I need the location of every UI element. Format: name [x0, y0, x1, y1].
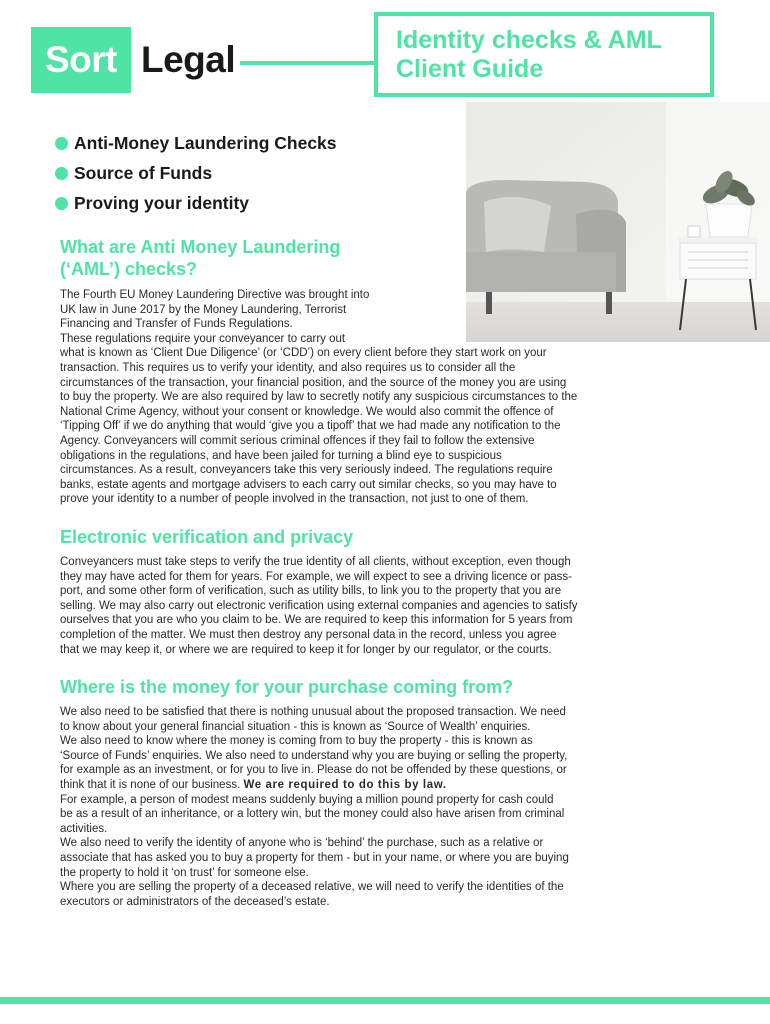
guide-title-box [374, 12, 714, 97]
text-line: The Fourth EU Money Laundering Directive was brought into [60, 289, 370, 301]
text-line: prove your identity to a number of people involved in the transaction, not just to one of them. [60, 493, 529, 506]
guide-title-line-1: Identity checks & AML [396, 26, 662, 54]
bullet-dot-icon [55, 197, 68, 210]
bullet-dot-icon [55, 137, 68, 150]
text-line: These regulations require your conveyancer to carry out [60, 332, 346, 345]
aml-heading-line-2: (‘AML’) checks? [60, 259, 198, 279]
aml-heading [60, 236, 340, 280]
list-item [55, 128, 337, 158]
text-line: what is known as ‘Client Due Diligence’ (or ‘CDD’) on every client before they start work on your [60, 347, 547, 360]
text-line: Agency. Conveyancers will commit serious criminal offences if they fail to follow the extensive [60, 434, 535, 447]
text-line: UK law in June 2017 by the Money Laundering, Terrorist [60, 303, 347, 316]
verification-paragraph [60, 555, 578, 657]
logo-connector-line [240, 61, 375, 65]
text-line: circumstances. As a result, conveyancers take this very seriously indeed. The regulations require [60, 464, 553, 477]
text-line: transaction. This requires us to verify your identity, and also requires us to consider all the [60, 361, 516, 374]
list-item-label: Proving your identity [74, 192, 250, 213]
text-line: to know about your general financial situation - this is known as ‘Source of Wealth’ enquiries. [60, 720, 531, 733]
text-line: selling. We may also carry out electronic verification using external companies and agencies to satisfy [60, 599, 578, 612]
text-line: to buy the property. We are also required by law to secretly notify any suspicious circumstances to the [60, 391, 578, 404]
text-line: Where you are selling the property of a deceased relative, we will need to verify the identities of the [60, 881, 564, 894]
text-line: be as a result of an inheritance, or a lottery win, but the money could also have arisen from criminal [60, 808, 565, 821]
text-line: port, and some other form of verification, such as utility bills, to link you to the property that you are [60, 585, 562, 598]
text-line-mixed [60, 778, 569, 793]
bullet-dot-icon [55, 167, 68, 180]
text-line: for example as an investment, or for you to live in. Please do not be offended by these questions, or [60, 764, 567, 777]
text-line: the property to hold it ‘on trust’ for someone else. [60, 866, 309, 879]
text-line: circumstances of the transaction, your financial position, and the source of the money you are using [60, 376, 567, 389]
text-line: ourselves that you are who you claim to be. We are required to keep this information for 5 years from [60, 614, 573, 627]
text-line: We also need to know where the money is coming from to buy the property - this is known as [60, 735, 533, 748]
text-line: obligations in the regulations, and have been jailed for turning a blind eye to suspicious [60, 449, 502, 462]
text-line: executors or administrators of the deceased’s estate. [60, 895, 330, 908]
logo-legal-text: Legal [141, 39, 236, 80]
text-line: ‘Source of Funds’ enquiries. We also need to understand why you are buying or selling the property, [60, 749, 568, 762]
text-line: activities. [60, 822, 108, 835]
list-item [55, 188, 337, 218]
text-line: they may have acted for them for years. For example, we will expect to see a driving licence or pass- [60, 570, 572, 583]
plain-text: think that it is none of our business. [60, 778, 244, 791]
text-line: For example, a person of modest means suddenly buying a million pound property for cash could [60, 793, 554, 806]
text-line: Financing and Transfer of Funds Regulations. [60, 318, 293, 331]
text-line: associate that has asked you to buy a property for them - but in your name, or where you are buying [60, 851, 569, 864]
text-line: We also need to verify the identity of anyone who is ‘behind’ the purchase, such as a relative or [60, 837, 544, 850]
list-item-label: Anti-Money Laundering Checks [74, 132, 337, 153]
text-line: banks, estate agents and mortgage advisers to each carry out similar checks, so you may have to [60, 478, 557, 491]
sort-legal-logo [31, 27, 235, 93]
text-line: completion of the matter. We must then destroy any personal data in the record, unless you agree [60, 628, 557, 641]
aml-heading-line-1: What are Anti Money Laundering [60, 237, 341, 257]
bold-emphasis-text: We are required to do this by law. [243, 778, 447, 791]
money-heading: Where is the money for your purchase coming from? [60, 677, 514, 697]
text-line: National Crime Agency, without your consent or knowledge. We would also commit the offence of [60, 405, 554, 418]
footer-accent-bar [0, 997, 770, 1004]
verification-heading: Electronic verification and privacy [60, 527, 354, 547]
text-line: ‘Tipping Off’ if we do anything that would ‘give you a tipoff’ that we had made any notification to the [60, 420, 561, 433]
text-line: Conveyancers must take steps to verify the true identity of all clients, without exception, even though [60, 556, 571, 568]
text-line: that we may keep it, or where we are required to keep it for longer by our regulator, or the courts. [60, 643, 552, 656]
guide-title-line-2: Client Guide [396, 55, 544, 83]
list-item [55, 158, 337, 188]
aml-paragraph [60, 288, 577, 507]
text-line: We also need to be satisfied that there is nothing unusual about the proposed transaction. We need [60, 706, 566, 718]
logo-sort-block: Sort [31, 27, 131, 93]
topic-list [55, 128, 337, 218]
list-item-label: Source of Funds [74, 162, 213, 183]
money-paragraph [60, 705, 569, 909]
